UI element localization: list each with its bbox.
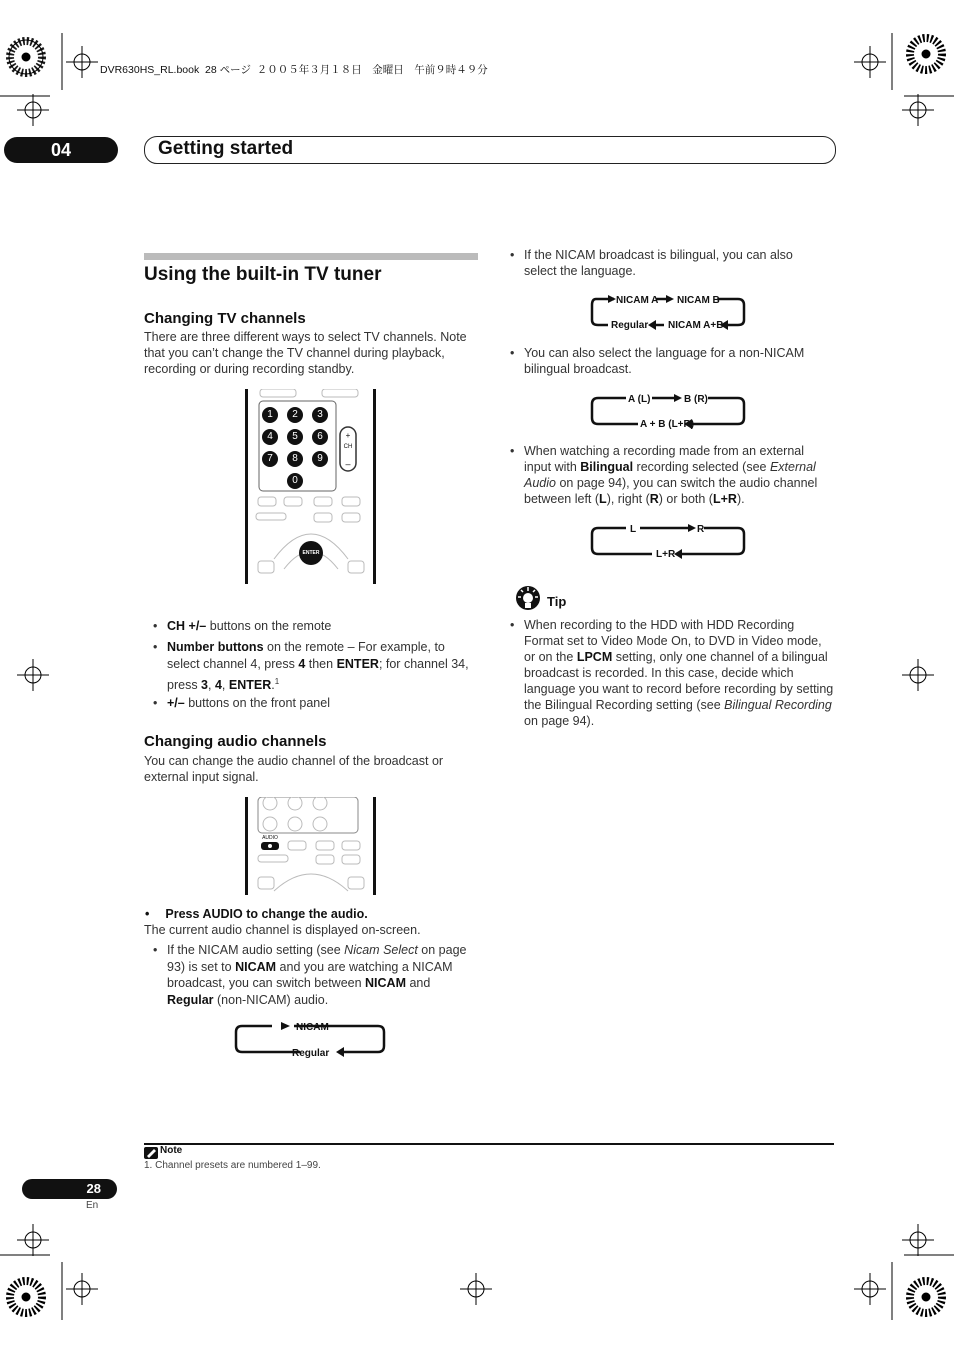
remote-illustration-audio — [244, 797, 378, 895]
crosshair-tr1 — [854, 46, 886, 78]
text: and — [406, 976, 431, 990]
r-label: R — [697, 524, 705, 535]
bold-text: Number buttons — [167, 640, 264, 654]
bold-text: R — [649, 492, 659, 506]
bold-text: ENTER — [336, 657, 379, 671]
page-number-pill — [22, 1179, 117, 1199]
text: on page 94), you can switch the audio channel between left ( — [524, 476, 818, 506]
chapter-number: 04 — [4, 137, 118, 163]
bold-text: Regular — [167, 992, 214, 1007]
footnote-ref: 1 — [274, 677, 280, 686]
crosshair-l2 — [17, 659, 49, 691]
bullet-ch-buttons — [167, 618, 479, 634]
bold-text: L — [599, 492, 607, 506]
bullet-front-panel — [167, 695, 479, 711]
number-key-5: 5 — [287, 429, 303, 445]
diagram-nicam-ab — [588, 290, 748, 334]
crosshair-l3 — [17, 1224, 49, 1256]
bold-text: CH +/– — [167, 619, 207, 633]
text: , — [208, 678, 215, 693]
bold-text: ENTER — [228, 678, 272, 693]
b-r-label: B (R) — [684, 394, 708, 405]
nicam-ab-label: NICAM A+B — [668, 320, 724, 331]
text: When watching a recording made from an external input with — [524, 444, 805, 474]
step-text: Press AUDIO to change the audio. — [165, 907, 368, 921]
diagram-nicam-regular — [232, 1018, 390, 1060]
text: ; for channel 34, press — [167, 657, 469, 693]
starburst-bottom-right — [910, 1281, 942, 1313]
svg-text:–: – — [345, 459, 351, 469]
text: on the remote – For example, to select channel 4, press — [167, 640, 445, 671]
bullet-bilingual: • If the NICAM broadcast is bilingual, you can also select the language. — [524, 247, 824, 279]
bullet-nicam — [167, 942, 479, 1008]
crosshair-r2 — [902, 659, 934, 691]
note-rule — [144, 1143, 834, 1145]
bold-text: NICAM — [235, 959, 277, 974]
text: on page 94). — [524, 714, 595, 728]
step-bullet: • — [145, 907, 150, 921]
l-plus-r-label: L+R — [656, 549, 676, 560]
crosshair-br — [854, 1273, 886, 1305]
bold-text: 4 — [298, 657, 306, 671]
remote-illustration-numbers — [244, 389, 378, 584]
bold-text: 3 — [201, 678, 208, 693]
text: When recording to the HDD with HDD Recording Format set to Video Mode On, to DVD in Video mode, or on the — [524, 618, 822, 664]
number-key-1: 1 — [262, 407, 278, 423]
starburst-bottom-left — [10, 1281, 42, 1313]
number-key-7: 7 — [262, 451, 278, 467]
text: buttons on the remote — [206, 619, 332, 633]
crosshair-tl1 — [66, 46, 98, 78]
print-header: DVR630HS_RL.book 28 ページ ２００５年３月１８日 金曜日 午前９時４９分 — [100, 64, 488, 76]
text: (non-NICAM) audio. — [213, 992, 329, 1007]
nicam-a-label: NICAM A — [616, 295, 659, 306]
bold-text: LPCM — [576, 650, 613, 664]
page-lang: En — [86, 1200, 99, 1211]
section-rule — [144, 253, 478, 260]
chapter-title: Getting started — [158, 138, 294, 159]
audio-step-note: The current audio channel is displayed on-screen. — [144, 923, 421, 937]
text: then — [305, 657, 337, 671]
tv-channels-intro: There are three different ways to select TV channels. Note that you can’t change the TV channel during playback, recording or during recording standby. — [144, 330, 467, 376]
starburst-top-left — [9, 40, 43, 74]
regular-label: Regular — [611, 320, 649, 331]
crosshair-bl — [66, 1273, 98, 1305]
number-key-4: 4 — [262, 429, 278, 445]
bold-text: NICAM — [365, 976, 406, 990]
nicam-label: NICAM — [296, 1022, 329, 1033]
text: recording selected (see — [633, 460, 770, 474]
bold-text: +/– — [167, 696, 185, 710]
diagram-ab-lr — [588, 389, 748, 433]
crosshair-r1 — [902, 94, 934, 126]
text: , — [221, 678, 229, 693]
italic-text: Bilingual Recording — [724, 698, 832, 712]
number-key-2: 2 — [287, 407, 303, 423]
text: setting, only one channel of a bilingual broadcast is recorded. In this case, decide which language you want to record before recording by setting the Bilingual Recording setting (see — [524, 650, 834, 712]
a-l-label: A (L) — [628, 394, 651, 405]
text: ). — [736, 492, 745, 506]
nicam-b-label: NICAM B — [677, 295, 720, 306]
number-key-6: 6 — [312, 429, 328, 445]
note-label: Note — [160, 1145, 183, 1156]
bold-text: 4 — [214, 678, 222, 693]
chapter-header — [144, 136, 836, 164]
bullet-non-nicam: • You can also select the language for a non-NICAM bilingual broadcast. — [524, 345, 824, 377]
crosshair-bc — [460, 1273, 492, 1305]
audio-step — [145, 906, 368, 922]
text: on page 93) is set to — [167, 943, 467, 974]
bold-text: Bilingual — [580, 460, 634, 474]
a-plus-b-label: A + B (L+R) — [640, 419, 695, 430]
bold-text: L+R — [712, 492, 737, 506]
diagram-l-r — [588, 519, 748, 563]
italic-text: External Audio — [524, 460, 816, 490]
bullet-number-buttons — [167, 639, 479, 694]
crosshair-l1 — [17, 94, 49, 126]
audio-channels-heading: Changing audio channels — [144, 733, 327, 750]
text: . — [271, 678, 275, 693]
enter-button-label: ENTER — [302, 550, 320, 556]
page-number: 28 — [86, 1181, 101, 1196]
footnote: 1. Channel presets are numbered 1–99. — [144, 1160, 321, 1171]
l-label: L — [630, 524, 637, 535]
number-key-9: 9 — [312, 451, 328, 467]
text: If the NICAM audio setting (see — [167, 943, 345, 957]
section-title: Using the built-in TV tuner — [144, 264, 382, 285]
ch-label: CH — [343, 444, 353, 450]
audio-channels-intro: You can change the audio channel of the broadcast or external input signal. — [144, 754, 444, 784]
text: ) or both ( — [658, 492, 713, 506]
regular-label: Regular — [292, 1048, 330, 1059]
lightbulb-icon — [514, 585, 542, 613]
text: buttons on the front panel — [184, 696, 330, 710]
starburst-top-right — [910, 38, 942, 70]
number-key-8: 8 — [287, 451, 303, 467]
note-icon — [144, 1147, 158, 1159]
tv-channels-heading: Changing TV channels — [144, 310, 306, 327]
text: ), right ( — [606, 492, 650, 506]
crosshair-r3 — [902, 1224, 934, 1256]
bullet-external — [524, 443, 834, 507]
italic-text: Nicam Select — [344, 943, 418, 957]
remote-outline-audio — [244, 797, 378, 895]
audio-button-label: AUDIO — [262, 835, 278, 841]
tip-text — [524, 617, 836, 729]
text: and you are watching a NICAM broadcast, you can switch between — [167, 959, 453, 990]
number-key-3: 3 — [312, 407, 328, 423]
svg-text:+: + — [345, 431, 351, 440]
tip-label: Tip — [547, 594, 567, 609]
number-key-0: 0 — [287, 473, 303, 489]
